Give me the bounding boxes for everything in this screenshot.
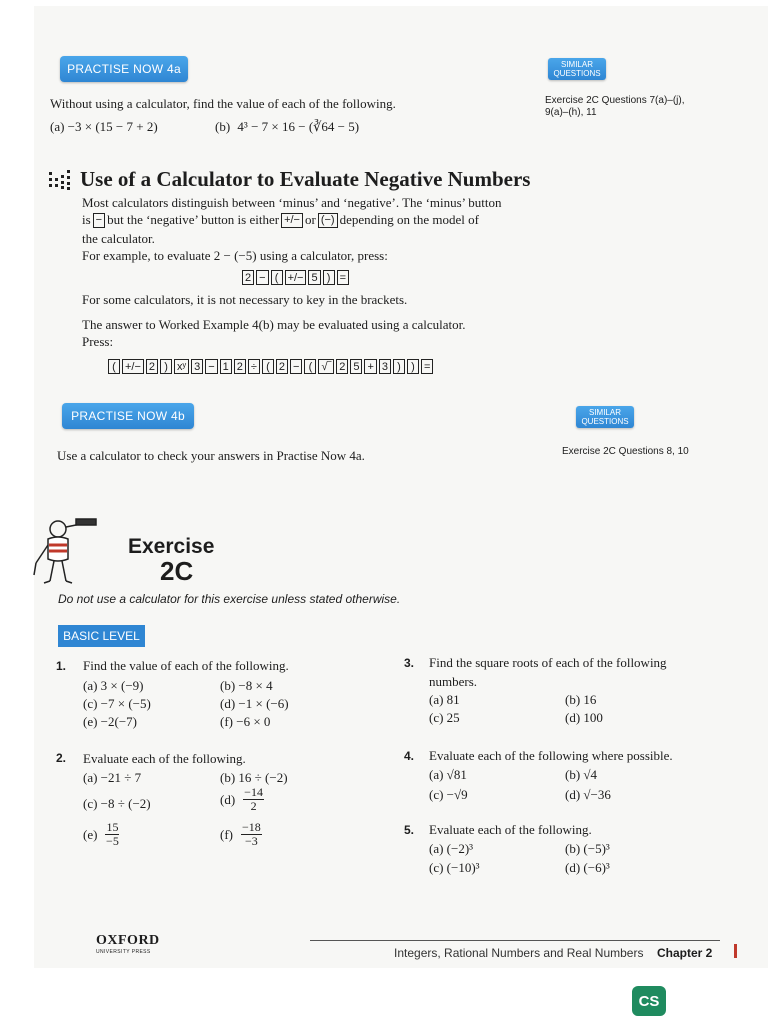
mascot-with-telescope-icon [30, 515, 102, 585]
part-b-expression: 4³ − 7 × 16 − (∛64 − 5) [237, 119, 360, 134]
example-key-1: − [256, 270, 268, 285]
example-key-6: = [337, 270, 349, 285]
worked-key-9: ÷ [248, 359, 260, 374]
q4-d: (d) √−36 [565, 787, 611, 802]
practise-4a-part-a: (a) −3 × (15 − 7 + 2) [50, 119, 158, 134]
example-key-4: 5 [308, 270, 320, 285]
q2-b: (b) 16 ÷ (−2) [220, 770, 288, 785]
exercise-note: Do not use a calculator for this exercise unless stated otherwise. [58, 592, 401, 606]
q5-number: 5. [404, 823, 415, 837]
practise-4b-instruction: Use a calculator to check your answers in Practise Now 4a. [57, 448, 365, 463]
q5-c: (c) (−10)³ [429, 860, 480, 875]
q3-text-line1: Find the square roots of each of the following [429, 655, 667, 670]
minus-key: − [93, 213, 105, 228]
q1-f: (f) −6 × 0 [220, 714, 271, 729]
q2-e [83, 821, 119, 848]
q2-d [220, 786, 264, 813]
section-para-line1: Most calculators distinguish between ‘minus’ and ‘negative’. The ‘minus’ button [82, 195, 502, 210]
q1-b: (b) −8 × 4 [220, 678, 273, 693]
q2-d-fraction [243, 786, 264, 813]
similar-questions-badge-4a [548, 58, 606, 80]
brackets-note: For some calculators, it is not necessary to key in the brackets. [82, 292, 408, 307]
q1-number: 1. [56, 659, 67, 673]
q1-c: (c) −7 × (−5) [83, 696, 151, 711]
example-key-5: ) [323, 270, 335, 285]
q2-e-label: (e) [83, 826, 98, 842]
q2-a: (a) −21 ÷ 7 [83, 770, 142, 785]
example-key-0: 2 [242, 270, 254, 285]
q4-a: (a) √81 [429, 767, 467, 782]
exercise-word: Exercise [128, 535, 215, 558]
q2-f-label: (f) [220, 826, 233, 842]
q3-a: (a) 81 [429, 692, 460, 707]
para-depending: depending on the model of [339, 212, 479, 227]
q2-f-fraction [241, 821, 262, 848]
para-is: is [82, 212, 91, 227]
q4-b: (b) √4 [565, 767, 598, 782]
worked-key-16: 5 [350, 359, 362, 374]
q2-d-numerator: −14 [244, 785, 263, 799]
camscanner-badge: CS [632, 986, 666, 1016]
q3-b: (b) 16 [565, 692, 597, 707]
q1-text: Find the value of each of the following. [83, 658, 289, 673]
worked-key-sequence [108, 359, 433, 374]
worked-key-12: − [290, 359, 302, 374]
similar-label-1: SIMILAR [560, 60, 593, 69]
q2-d-label: (d) [220, 791, 236, 807]
q2-f-denominator: −3 [245, 834, 258, 848]
section-title: Use of a Calculator to Evaluate Negative Numbers [80, 167, 531, 191]
q2-e-numerator: 15 [106, 820, 119, 834]
worked-key-3: ) [160, 359, 172, 374]
q2-text: Evaluate each of the following. [83, 751, 246, 766]
worked-key-2: 2 [146, 359, 158, 374]
negative-key-2: (−) [318, 213, 338, 228]
worked-key-0: ( [108, 359, 120, 374]
worked-key-6: − [205, 359, 217, 374]
section-para-line2 [82, 212, 479, 228]
worked-example-line2: Press: [82, 334, 114, 349]
ref-4b: Exercise 2C Questions 8, 10 [562, 446, 689, 457]
q5-text: Evaluate each of the following. [429, 822, 592, 837]
worked-key-5: 3 [191, 359, 203, 374]
worked-key-21: = [421, 359, 433, 374]
basic-level-badge: BASIC LEVEL [58, 625, 145, 647]
ref-4a-line2: 9(a)–(h), 11 [545, 107, 597, 118]
q3-number: 3. [404, 656, 415, 670]
chapter-title: Integers, Rational Numbers and Real Numbers [394, 946, 644, 960]
oxford-logo-subtitle: UNIVERSITY PRESS [96, 949, 151, 955]
similar-label-2: QUESTIONS [553, 69, 601, 78]
worked-key-4: xʸ [174, 359, 189, 374]
worked-key-13: ( [304, 359, 316, 374]
exercise-code: 2C [160, 556, 194, 586]
textbook-page [34, 6, 768, 968]
q1-e: (e) −2(−7) [83, 714, 137, 729]
example-key-3: +/− [285, 270, 307, 285]
q3-c: (c) 25 [429, 710, 460, 725]
worked-key-17: + [364, 359, 376, 374]
example-key-sequence [242, 270, 349, 285]
worked-key-18: 3 [379, 359, 391, 374]
worked-key-20: ) [407, 359, 419, 374]
chapter-number: Chapter 2 [657, 946, 713, 960]
q1-d: (d) −1 × (−6) [220, 696, 289, 711]
para-or: or [304, 212, 316, 227]
practise-now-4b-badge: PRACTISE NOW 4b [62, 403, 194, 429]
similar-questions-badge-4b [576, 406, 634, 428]
example-text: For example, to evaluate 2 − (−5) using a calculator, press: [82, 248, 388, 263]
worked-key-10: ( [262, 359, 274, 374]
q2-e-denominator: −5 [106, 834, 119, 848]
q3-d: (d) 100 [565, 710, 603, 725]
q2-f [220, 821, 262, 848]
worked-example-line1: The answer to Worked Example 4(b) may be evaluated using a calculator. [82, 317, 466, 332]
q2-e-fraction [105, 821, 119, 848]
q4-c: (c) −√9 [429, 787, 468, 802]
q3-text-line2: numbers. [429, 674, 478, 689]
para-negative-text: but the ‘negative’ button is either [107, 212, 280, 227]
oxford-logo: OXFORD [96, 933, 160, 948]
q5-a: (a) (−2)³ [429, 841, 474, 856]
worked-key-19: ) [393, 359, 405, 374]
similar-label-1: SIMILAR [588, 408, 621, 417]
worked-key-1: +/− [122, 359, 144, 374]
worked-key-11: 2 [276, 359, 288, 374]
q4-text: Evaluate each of the following where possible. [429, 748, 673, 763]
q2-f-numerator: −18 [242, 820, 261, 834]
q5-d: (d) (−6)³ [565, 860, 610, 875]
similar-label-2: QUESTIONS [581, 417, 629, 426]
q2-number: 2. [56, 751, 67, 765]
section-dots-icon [49, 170, 73, 190]
negative-key-1: +/− [281, 213, 303, 228]
practise-now-4a-badge: PRACTISE NOW 4a [60, 56, 188, 82]
practise-4a-part-b [215, 119, 359, 135]
ref-4a-line1: Exercise 2C Questions 7(a)–(j), [545, 95, 685, 106]
q2-c: (c) −8 ÷ (−2) [83, 796, 151, 811]
q1-a: (a) 3 × (−9) [83, 678, 144, 693]
worked-key-14: √‾ [318, 359, 334, 374]
worked-key-15: 2 [336, 359, 348, 374]
part-b-label: (b) [215, 119, 231, 134]
q4-number: 4. [404, 749, 415, 763]
example-key-2: ( [271, 270, 283, 285]
footer-divider [310, 940, 720, 941]
q5-b: (b) (−5)³ [565, 841, 610, 856]
worked-key-7: 1 [220, 359, 232, 374]
section-para-line3: the calculator. [82, 231, 155, 246]
q2-d-denominator: 2 [250, 799, 257, 813]
practise-4a-instruction: Without using a calculator, find the value of each of the following. [50, 96, 396, 111]
page-edge-marker [734, 944, 737, 958]
worked-key-8: 2 [234, 359, 246, 374]
